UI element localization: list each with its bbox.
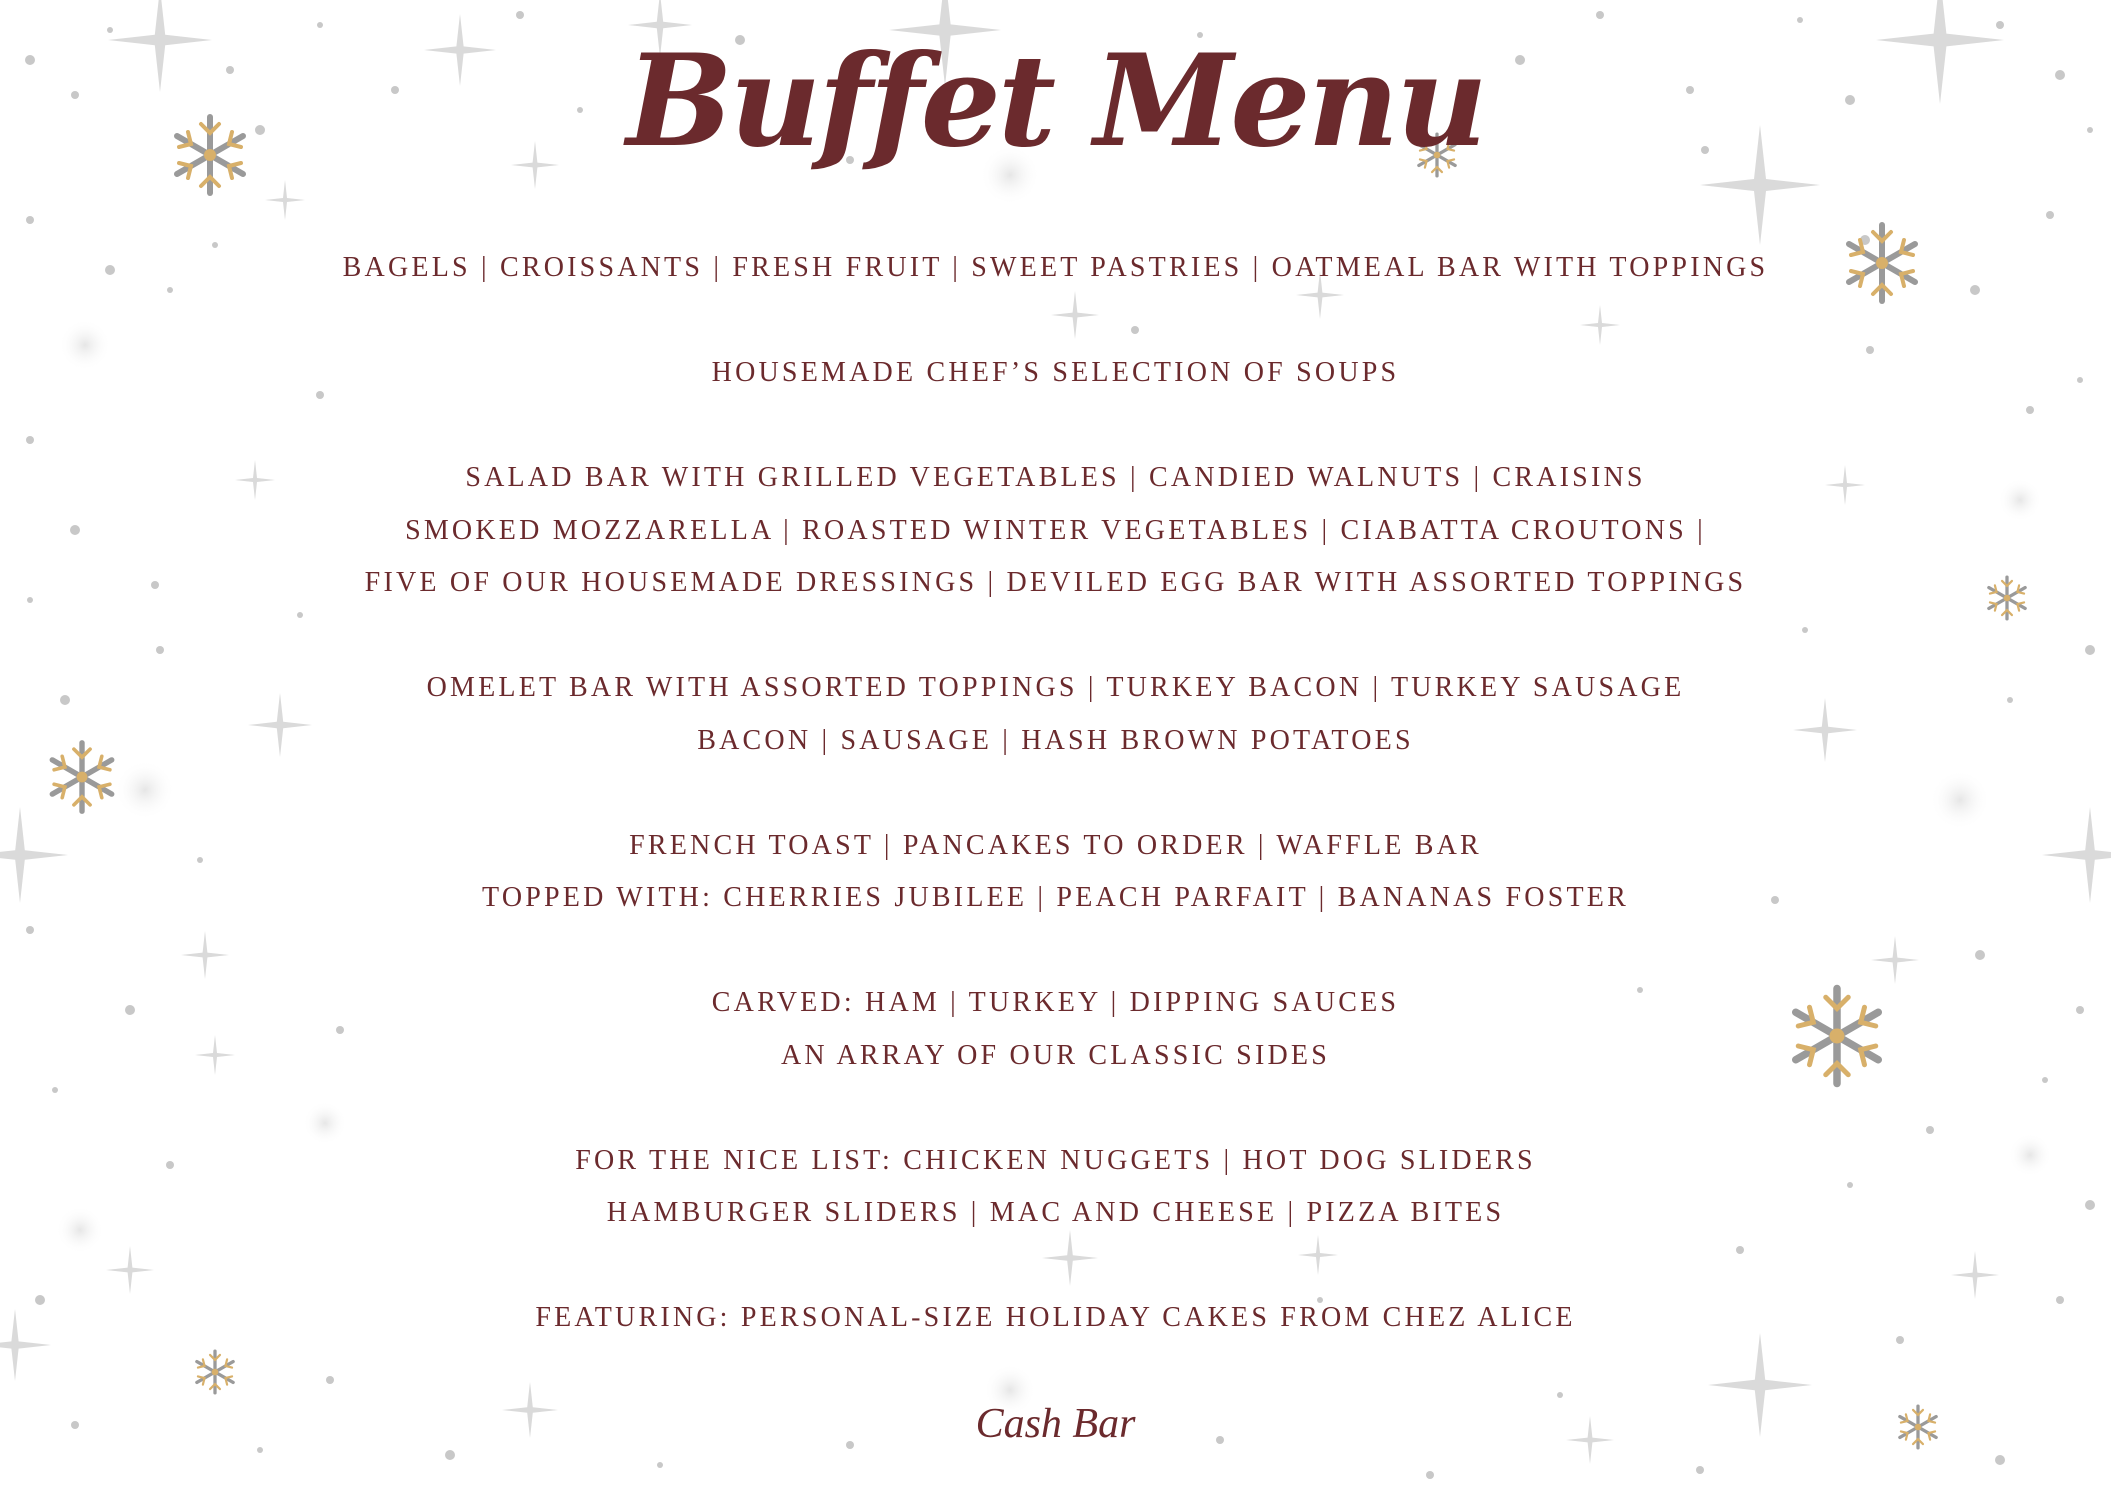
- menu-line: FEATURING: PERSONAL-SIZE HOLIDAY CAKES FROM CHEZ ALICE: [535, 1302, 1576, 1333]
- cash-bar-note: Cash Bar: [975, 1401, 1136, 1447]
- menu-line: BAGELS | CROISSANTS | FRESH FRUIT | SWEET PASTRIES | OATMEAL BAR WITH TOPPINGS: [342, 252, 1769, 283]
- menu-items: [0, 242, 2111, 1345]
- menu-line: HAMBURGER SLIDERS | MAC AND CHEESE | PIZZA BITES: [606, 1197, 1505, 1228]
- menu-line: FOR THE NICE LIST: CHICKEN NUGGETS | HOT DOG SLIDERS: [575, 1144, 1536, 1176]
- menu-line: CARVED: HAM | TURKEY | DIPPING SAUCES: [711, 987, 1400, 1018]
- menu-line: OMELET BAR WITH ASSORTED TOPPINGS | TURKEY BACON | TURKEY SAUSAGE: [426, 672, 1685, 703]
- menu-line: TOPPED WITH: CHERRIES JUBILEE | PEACH PARFAIT | BANANAS FOSTER: [482, 882, 1629, 913]
- menu-title: Buffet Menu: [626, 27, 1485, 175]
- menu-line: FRENCH TOAST | PANCAKES TO ORDER | WAFFLE BAR: [629, 829, 1482, 861]
- menu-line: FIVE OF OUR HOUSEMADE DRESSINGS | DEVILED EGG BAR WITH ASSORTED TOPPINGS: [364, 567, 1747, 598]
- menu-line: SMOKED MOZZARELLA | ROASTED WINTER VEGETABLES | CIABATTA CROUTONS |: [405, 514, 1706, 546]
- menu-line: HOUSEMADE CHEF’S SELECTION OF SOUPS: [711, 357, 1400, 388]
- menu-line: SALAD BAR WITH GRILLED VEGETABLES | CANDIED WALNUTS | CRAISINS: [465, 462, 1646, 493]
- menu-line: BACON | SAUSAGE | HASH BROWN POTATOES: [697, 724, 1414, 756]
- menu-line: AN ARRAY OF OUR CLASSIC SIDES: [781, 1039, 1330, 1071]
